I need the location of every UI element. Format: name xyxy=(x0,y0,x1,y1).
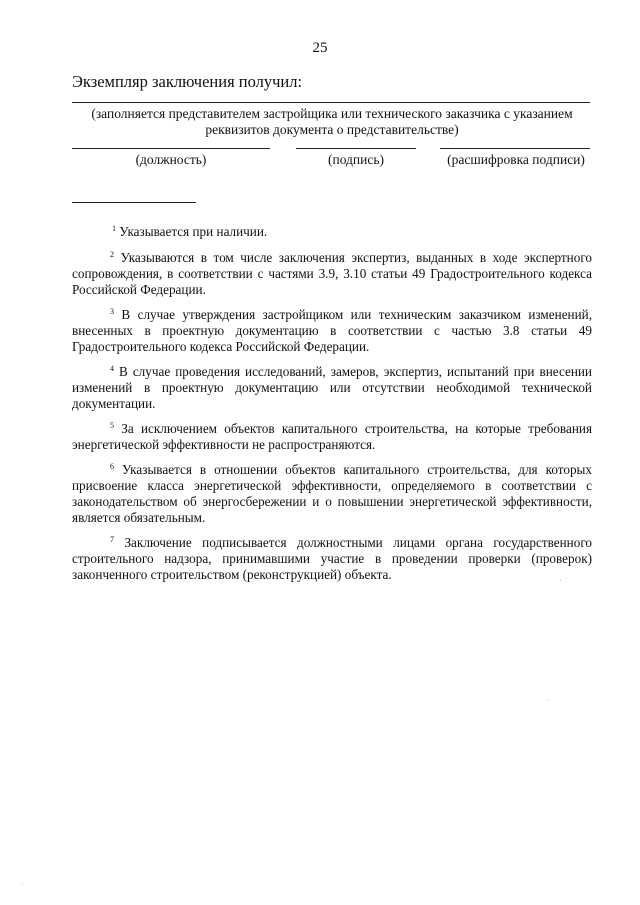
representative-note: (заполняется представителем застройщика или технического заказчика с указанием реквизитов документа о представительстве) xyxy=(91,106,573,137)
footnote-4: $^4$ В случае проведения исследований, замеров, экспертиз, испытаний при внесении изменений в проектную документацию или отсутствии необходимой технической документации. xyxy=(72,364,592,411)
footnote-separator xyxy=(72,202,196,203)
position-label: (должность) xyxy=(135,152,207,167)
footnotes xyxy=(72,224,592,592)
position-line xyxy=(72,148,270,149)
footnote-6: $^6$ Указывается в отношении объектов капитального строительства, для которых присвоение класса энергетической эффективности, определяемого в соответствии с законодательством об энергосбережении и о повышении энергетической эффективности, является обязательным. xyxy=(72,462,592,525)
decoding-label: (расшифровка подписи) xyxy=(447,152,585,167)
signature-line xyxy=(296,148,416,149)
page-number: 25 xyxy=(312,40,328,56)
footnote-1: $^1$ Указывается при наличии. xyxy=(112,224,268,239)
recipient-heading: Экземпляр заключения получил: xyxy=(72,72,303,91)
footnote-3: $^3$ В случае утверждения застройщиком или техническим заказчиком изменений, внесенных в проектную документацию в соответствии с частью 3.8 статьи 49 Градостроительного кодекса Российской Федерации. xyxy=(72,307,593,354)
footnote-2: $^2$ Указываются в том числе заключения экспертиз, выданных в ходе экспертного сопровождения, в соответствии с частями 3.9, 3.10 статьи 49 Градостроительного кодекса Российской Федерации. xyxy=(72,250,592,297)
footnote-7: $^7$ Заключение подписывается должностными лицами органа государственного строительного надзора, принимавшими участие в проведении проверки (проверок) законченного строительством (реконструкцией) объекта. xyxy=(72,535,592,582)
signature-label: (подпись) xyxy=(327,152,385,167)
recipient-line xyxy=(72,102,590,103)
decoding-line xyxy=(440,148,590,149)
scan-speck xyxy=(548,700,549,701)
footnote-5: $^5$ За исключением объектов капитального строительства, на которые требования энергетической эффективности не распространяются. xyxy=(72,421,593,452)
scan-speck xyxy=(22,884,23,885)
scan-speck xyxy=(560,580,561,581)
